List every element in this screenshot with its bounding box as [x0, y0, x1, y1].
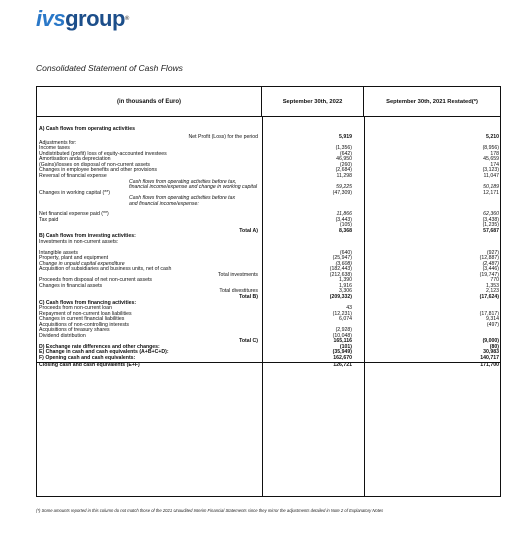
value-2021: 30,983: [483, 349, 499, 356]
row-label: Total B): [239, 293, 258, 300]
value-2022: (642): [339, 150, 352, 157]
value-2021: (80): [489, 343, 499, 350]
value-2021: (497): [486, 321, 499, 328]
value-2021: 62,360: [483, 211, 499, 218]
value-2021: (17,624): [479, 293, 499, 300]
row-label: A) Cash flows from operating activities: [39, 126, 135, 132]
ivsgroup-logo: [36, 6, 129, 32]
value-2022: (105): [339, 222, 352, 229]
cash-flow-table: [36, 86, 501, 497]
footnote: (*) Some amounts reported in this column do not match those of the 2021 Unaudited Interim Financial Statements since they mirror the adjustments detailed in Note 2 of Explanatory Notes: [36, 508, 384, 513]
value-2022: (25,947): [332, 255, 352, 262]
value-2021: (9,000): [482, 338, 499, 345]
row-label: Acquisitions of non-controlling interests: [39, 321, 129, 328]
value-2021: 770: [490, 277, 499, 284]
value-2022: 59,225: [336, 184, 352, 191]
row-label: (Gains)/losses on disposal of non-current assets: [39, 161, 151, 168]
row-label: Total investments: [217, 271, 258, 278]
value-2022: (3,443): [335, 216, 352, 223]
value-2021: 2,123: [486, 288, 499, 295]
value-2021: (3,438): [482, 216, 499, 223]
row-label: Cash flows from operating activities before tax,: [129, 178, 237, 185]
logo-part-ivs: ivs: [36, 6, 66, 31]
value-2022: (47,309): [332, 189, 352, 196]
value-2021: (8,956): [482, 145, 499, 152]
value-2022: (1,356): [335, 145, 352, 152]
value-2021: 171,700: [480, 361, 499, 368]
value-2021: 174: [490, 161, 499, 168]
row-label: C) Cash flows from financing activities:: [39, 299, 137, 306]
row-label: and financial income/expense:: [129, 200, 199, 207]
row-label: D) Exchange rate differences and other changes:: [39, 343, 160, 350]
value-2022: (2,684): [335, 167, 352, 174]
value-2021: (2,487): [482, 260, 499, 267]
value-2022: 43: [346, 305, 352, 312]
row-label: Net Profit (Loss) for the period: [188, 133, 258, 140]
row-label: Acquisition of subsidiaries and business units, net of cash: [39, 266, 172, 273]
value-2021: (3,446): [482, 266, 499, 273]
value-2021: (1,235): [482, 222, 499, 229]
value-2021: 9,314: [486, 316, 499, 323]
value-2021: 11,047: [483, 173, 499, 180]
table-body: [37, 127, 500, 368]
value-2022: 165,116: [333, 338, 352, 345]
value-2022: (12,231): [332, 310, 352, 317]
row-label: Dividend distribution: [39, 332, 86, 339]
row-label: Net financial expense paid (**): [39, 211, 109, 218]
value-2022: 162,670: [333, 354, 352, 361]
value-2021: 57,687: [483, 227, 499, 234]
value-2021: (3,123): [482, 167, 499, 174]
value-2022: (101): [339, 343, 352, 350]
value-2021: 178: [490, 150, 499, 157]
row-label: Closing cash and cash equivalents (E+F): [39, 361, 140, 368]
table-row: [37, 362, 500, 369]
row-label: Total A): [239, 227, 258, 234]
value-2021: 1,353: [486, 282, 499, 289]
logo-part-group: group: [65, 6, 125, 31]
row-label: Changes in financial assets: [39, 282, 103, 289]
value-2021: (17,817): [479, 310, 499, 317]
header-label-column: (in thousands of Euro): [37, 87, 262, 116]
row-label: Investments in non-current assets:: [39, 239, 119, 246]
header-2021-column: September 30th, 2021 Restated(*): [386, 98, 478, 105]
row-label: Acquisitions of treasury shares: [39, 327, 110, 334]
value-2022: (212,638): [329, 271, 352, 278]
value-2022: (10,048): [332, 332, 352, 339]
row-label: Reversal of financial expense: [39, 173, 107, 180]
value-2021: 50,189: [483, 184, 499, 191]
row-label: Property, plant and equipment: [39, 255, 109, 262]
header-2022-column: September 30th, 2022: [262, 87, 364, 116]
row-label: financial income/expense and change in working capital: [129, 184, 258, 191]
row-label: Proceeds from disposal of net non-current assets: [39, 277, 153, 284]
row-label: Changes in current financial liabilities: [39, 316, 125, 323]
value-2021: 140,717: [480, 354, 499, 361]
value-2022: 11,866: [336, 211, 352, 218]
table-header: [37, 87, 500, 117]
value-2021: (927): [486, 249, 499, 256]
value-2021: 12,171: [483, 189, 499, 196]
row-label: Changes in working capital (**): [39, 189, 110, 196]
row-label: F) Opening cash and cash equivalents:: [39, 354, 136, 361]
value-2021: 5,210: [486, 133, 499, 140]
row-label: Amortisation anda depreciation: [39, 156, 111, 163]
value-2022: 1,916: [339, 282, 352, 289]
row-label: Repayment of non-current loan liabilities: [39, 310, 132, 317]
document-title: Consolidated Statement of Cash Flows: [36, 63, 183, 73]
value-2022: 6,074: [339, 316, 352, 323]
row-label: Undistributed (profit) loss of equity-accounted investees: [39, 150, 167, 157]
row-label: Tax paid: [39, 216, 59, 223]
row-label: Adjustments for:: [39, 139, 77, 146]
row-label: Income taxes: [39, 145, 70, 152]
value-2022: (35,949): [332, 349, 352, 356]
row-label: Change in unpaid capital expenditure: [39, 260, 125, 267]
value-2022: 126,721: [333, 361, 352, 368]
value-2022: (640): [339, 249, 352, 256]
row-label: E) Change in cash and cash equivalents (A+B+C+D):: [39, 349, 169, 356]
row-label: Total divestitures: [219, 288, 258, 295]
value-2022: (209,332): [329, 293, 352, 300]
row-label: Cash flows from operating activities before tax: [129, 195, 236, 202]
value-2022: (182,443): [329, 266, 352, 273]
table-row: [37, 133, 500, 141]
value-2022: (3,608): [335, 260, 352, 267]
value-2022: 1,390: [339, 277, 352, 284]
value-2021: (19,747): [479, 271, 499, 278]
value-2022: (260): [339, 161, 352, 168]
value-2022: 3,306: [339, 288, 352, 295]
row-label: Changes in employee benefits and other provisions: [39, 167, 157, 174]
value-2021: 45,659: [483, 156, 499, 163]
value-2022: 46,950: [336, 156, 352, 163]
row-label: B) Cash flows from investing activities:: [39, 233, 136, 240]
value-2021: (12,887): [479, 255, 499, 262]
row-label: Total C): [239, 338, 258, 345]
row-label: Proceeds from non-current loan: [39, 305, 112, 312]
row-label: Intangible assets: [39, 249, 78, 256]
value-2022: (2,928): [335, 327, 352, 334]
value-2022: 8,368: [339, 227, 352, 234]
value-2022: 11,298: [336, 173, 352, 180]
value-2022: 5,919: [339, 133, 352, 140]
logo-registered-mark: ®: [124, 16, 129, 22]
